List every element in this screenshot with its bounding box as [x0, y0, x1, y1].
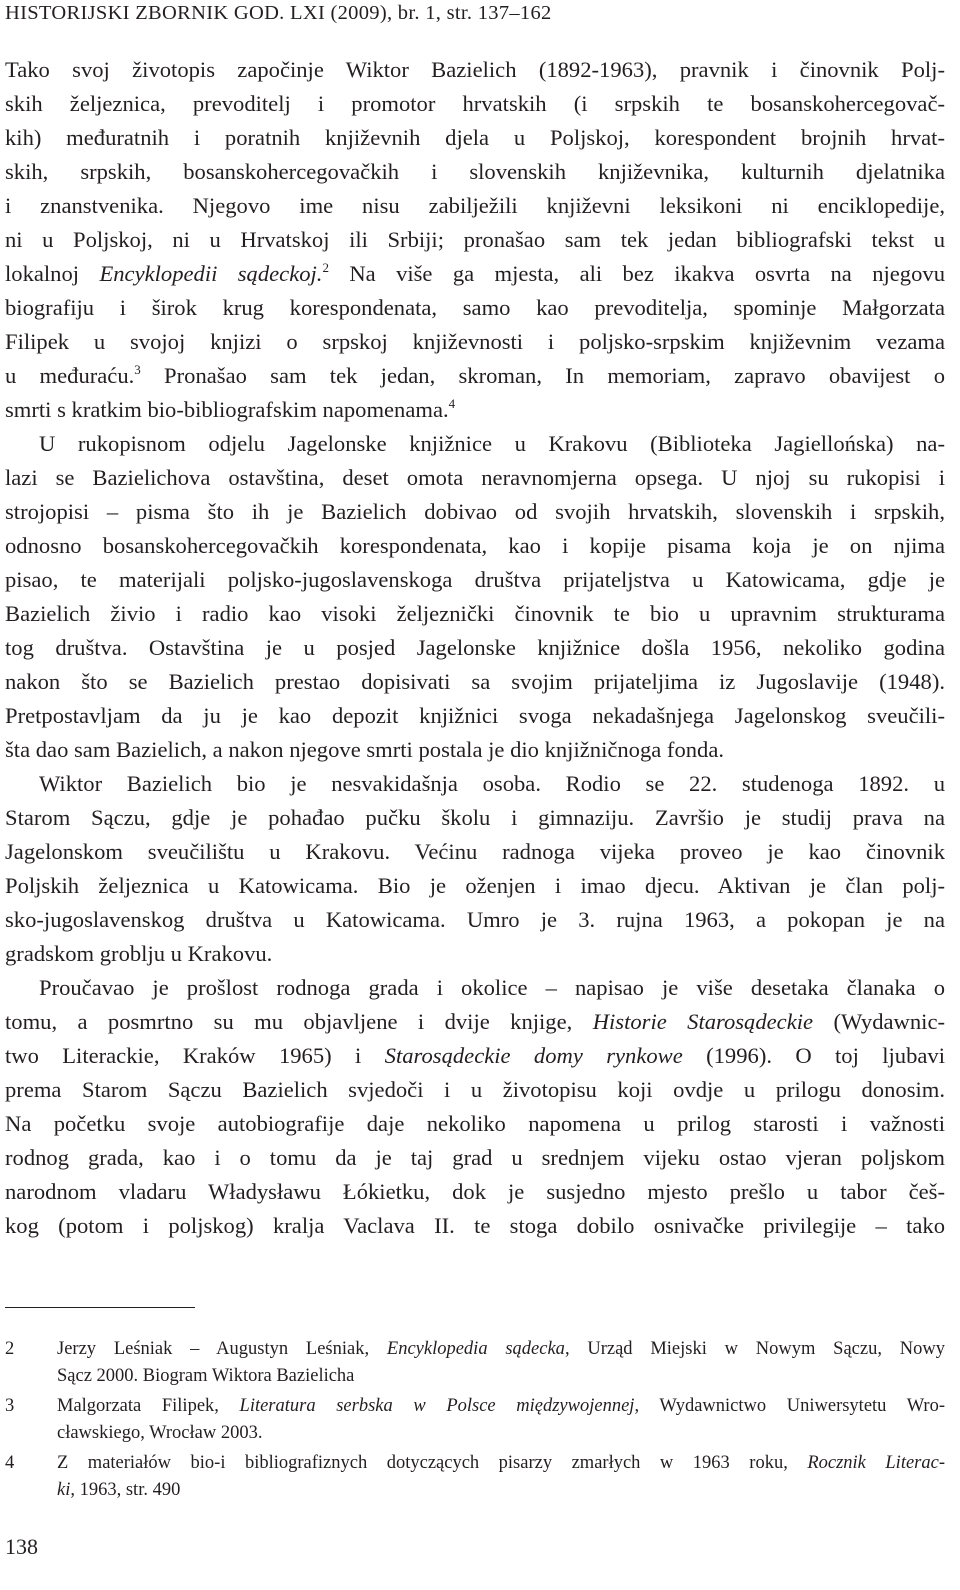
text-line: Wiktor Bazielich bio je nesvakidašnja osoba. Rodio se 22. studenoga 1892. u: [39, 771, 945, 796]
text-run: , Wydawnictwo Uniwersytetu Wro-: [634, 1396, 945, 1416]
text-line: gradskom groblju u Krakovu.: [5, 941, 273, 966]
text-line: [5, 1005, 945, 1039]
italic-title: Historie Starosądeckie: [592, 1009, 814, 1034]
footnote-2: [5, 1336, 945, 1390]
footnote-ref-4: 4: [448, 396, 456, 411]
footnote-line: [57, 1420, 945, 1447]
footnote-separator: [5, 1307, 195, 1308]
text-run: lokalnoj: [5, 261, 100, 286]
text-line: sko-jugoslavenskog društva u Katowicama. Umro je 3. rujna 1963, a pokopan je na: [5, 907, 945, 932]
text-line: [5, 257, 945, 291]
text-run: , Urząd Miejski w Nowym Sączu, Nowy: [564, 1339, 945, 1359]
footnote-line: [57, 1363, 945, 1390]
text-line: [5, 359, 945, 393]
text-line: nakon što se Bazielich prestao dopisivati sa svojim prijateljima iz Jugoslavije (1948).: [5, 669, 945, 694]
footnote-line: [57, 1336, 945, 1363]
text-run: cławskiego, Wrocław 2003.: [57, 1423, 263, 1443]
footnote-number: 4: [5, 1453, 15, 1473]
text-line: lazi se Bazielichova ostavština, deset omota neravnomjerna opsega. U njoj su rukopisi i: [5, 465, 945, 490]
text-line: rodnog grada, kao i o tomu da je taj grad u srednjem vijeku ostao vjeran poljskom: [5, 1145, 945, 1170]
text-run: , 1963, str. 490: [70, 1480, 181, 1500]
text-line: Proučavao je prošlost rodnoga grada i okolice – napisao je više desetaka članaka o: [39, 975, 945, 1000]
text-line: biografiju i širok krug korespondenata, samo kao prevoditelja, spominje Małgorzata: [5, 295, 945, 320]
paragraph-2: [5, 427, 945, 767]
text-run: (Wydawnic-: [813, 1009, 945, 1034]
text-line: pisao, te materijali poljsko-jugoslavenskoga društva prijateljstva u Katowicama, gdje je: [5, 567, 945, 592]
footnote-line: [57, 1450, 945, 1477]
footnotes: [5, 1336, 945, 1507]
italic-title: Starosądeckie domy rynkowe: [384, 1043, 683, 1068]
text-line: tog društva. Ostavština je u posjed Jagelonske knjižnice došla 1956, nekoliko godina: [5, 635, 945, 660]
footnote-line: [57, 1477, 945, 1504]
text-line: [5, 1039, 945, 1073]
text-run: smrti s kratkim bio-bibliografskim napomenama.: [5, 397, 449, 422]
footnote-number: 3: [5, 1396, 15, 1416]
italic-title: Encyklopedii sądeckoj.: [99, 261, 323, 286]
text-line: ni u Poljskoj, ni u Hrvatskoj ili Srbiji; pronašao sam tek jedan bibliografski tekst u: [5, 227, 945, 252]
paragraph-1: [5, 53, 945, 427]
text-run: Z materiałów bio-i bibliografiznych dotyczących pisarzy zmarłych w 1963 roku,: [57, 1453, 808, 1473]
text-line: i znanstvenika. Njegovo ime nisu zabilježili književni leksikoni ni enciklopedije,: [5, 193, 945, 218]
text-line: šta dao sam Bazielich, a nakon njegove smrti postala je dio knjižničnoga fonda.: [5, 737, 725, 762]
italic-title: Encyklopedia sądecka: [386, 1339, 565, 1359]
text-line: U rukopisnom odjelu Jagelonske knjižnice u Krakovu (Biblioteka Jagiellońska) na-: [39, 431, 945, 456]
text-line: narodnom vladaru Władysławu Łókietku, dok je susjedno mjesto prešlo u tabor češ-: [5, 1179, 945, 1204]
footnote-line: [57, 1393, 945, 1420]
paragraph-4: [5, 971, 945, 1243]
text-line: skih, srpskih, bosanskohercegovačkih i slovenskih književnika, kulturnih djelatnika: [5, 159, 945, 184]
text-line: kog (potom i poljskog) kralja Vaclava II. te stoga dobilo osnivačke privilegije – tako: [5, 1213, 945, 1238]
italic-title: Literatura serbska w Polsce międzywojennej: [239, 1396, 635, 1416]
text-run: two Literackie, Kraków 1965) i: [5, 1043, 385, 1068]
text-line: Bazielich živio i radio kao visoki željeznički činovnik te bio u upravnim strukturama: [5, 601, 945, 626]
text-line: Tako svoj životopis započinje Wiktor Bazielich (1892-1963), pravnik i činovnik Polj-: [5, 57, 945, 82]
text-line: odnosno bosanskohercegovačkih korespondenata, kao i kopije pisama koja je on njima: [5, 533, 945, 558]
text-run: Pronašao sam tek jedan, skroman, In memoriam, zapravo obavijest o: [140, 363, 945, 388]
page-number: 138: [5, 1534, 38, 1559]
text-run: u međuraću.: [5, 363, 135, 388]
text-line: Starom Sączu, gdje je pohađao pučku školu i gimnaziju. Završio je studij prava na: [5, 805, 945, 830]
footnote-3: [5, 1393, 945, 1447]
text-line: strojopisi – pisma što ih je Bazielich dobivao od svojih hrvatskih, slovenskih i srpskih,: [5, 499, 945, 524]
text-line: prema Starom Sączu Bazielich svjedoči i u životopisu koji ovdje u prilogu donosim.: [5, 1077, 945, 1102]
text-line: Jagelonskom sveučilištu u Krakovu. Većinu radnoga vijeka proveo je kao činovnik: [5, 839, 945, 864]
paragraph-3: [5, 767, 945, 971]
running-header: HISTORIJSKI ZBORNIK GOD. LXI (2009), br. 1, str. 137–162: [5, 2, 552, 24]
footnote-ref-3: 3: [134, 362, 141, 377]
text-run: tomu, a posmrtno su mu objavljene i dvije knjige,: [5, 1009, 593, 1034]
text-line: Na početku svoje autobiografije daje nekoliko napomena u prilog starosti i važnosti: [5, 1111, 945, 1136]
italic-title: ki: [57, 1480, 71, 1500]
text-run: Jerzy Leśniak – Augustyn Leśniak,: [57, 1339, 387, 1359]
text-line: Filipek u svojoj knjizi o srpskoj književnosti i poljsko-srpskim književnim vezama: [5, 329, 945, 354]
text-run: Malgorzata Filipek,: [57, 1396, 240, 1416]
text-line: kih) međuratnih i poratnih književnih djela u Poljskoj, korespondent brojnih hrvat-: [5, 125, 945, 150]
text-run: (1996). O toj ljubavi: [682, 1043, 945, 1068]
footnote-ref-2: 2: [322, 260, 329, 275]
text-run: Sącz 2000. Biogram Wiktora Bazielicha: [57, 1366, 355, 1386]
text-line: Poljskih željeznica u Katowicama. Bio je oženjen i imao djecu. Aktivan je član polj-: [5, 873, 945, 898]
footnote-number: 2: [5, 1339, 15, 1359]
body-text: [5, 53, 945, 1243]
text-run: Na više ga mjesta, ali bez ikakva osvrta na njegovu: [328, 261, 945, 286]
italic-title: Rocznik Literac-: [807, 1453, 945, 1473]
footnote-4: [5, 1450, 945, 1504]
text-line: Pretpostavljam da ju je kao depozit knjižnici svoga nekadašnjega Jagelonskog sveučili-: [5, 703, 945, 728]
text-line: skih željeznica, prevoditelj i promotor hrvatskih (i srpskih te bosanskohercegovač-: [5, 91, 945, 116]
text-line: [5, 393, 945, 427]
